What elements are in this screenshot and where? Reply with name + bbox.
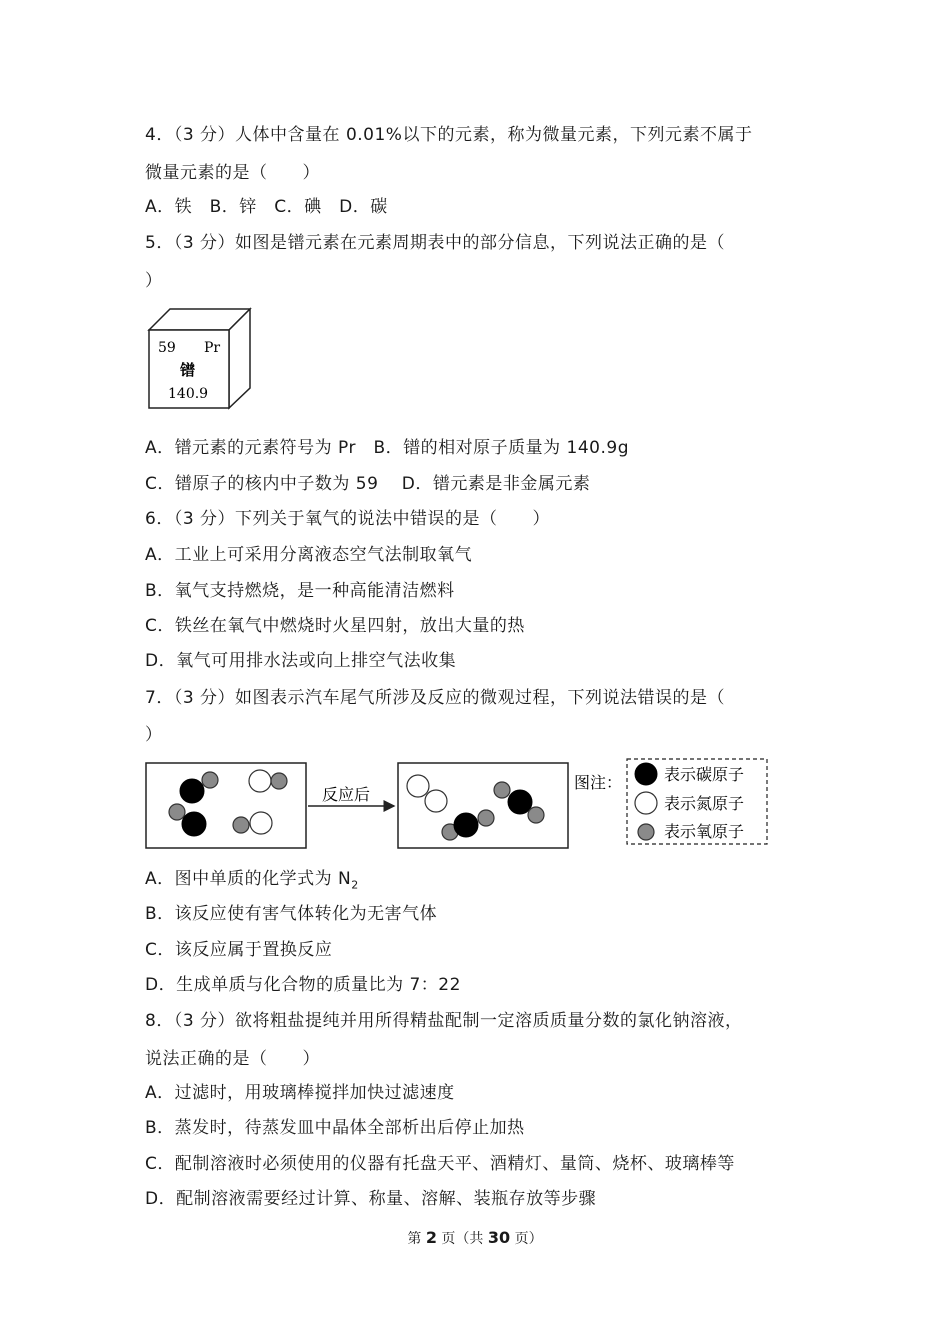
- element-symbol: Pr: [204, 340, 221, 356]
- legend-oxygen: 表示氧原子: [664, 822, 745, 841]
- q8-stem-line1: 8．（3 分）欲将粗盐提纯并用所得精盐配制一定溶质质量分数的氯化钠溶液，: [145, 1011, 743, 1031]
- oxygen-atom: [478, 810, 494, 826]
- q4-stem-line1: 4．（3 分）人体中含量在 0.01%以下的元素，称为微量元素，下列元素不属于: [145, 125, 753, 145]
- q7-option-b: B．该反应使有害气体转化为无害气体: [145, 904, 438, 924]
- element-card-figure: [146, 306, 254, 412]
- q7-option-a-text: A．图中单质的化学式为 N: [145, 869, 352, 889]
- nitrogen-atom: [425, 790, 447, 812]
- q7-stem-line1: 7．（3 分）如图表示汽车尾气所涉及反应的微观过程，下列说法错误的是（: [145, 688, 726, 708]
- oxygen-atom: [528, 807, 544, 823]
- q8-option-c: C．配制溶液时必须使用的仪器有托盘天平、酒精灯、量筒、烧杯、玻璃棒等: [145, 1154, 735, 1174]
- q5-options-ab: A．镨元素的元素符号为 Pr B．镨的相对原子质量为 140.9g: [145, 438, 629, 458]
- oxygen-atom-legend-icon: [638, 824, 654, 840]
- oxygen-atom: [494, 782, 510, 798]
- footer-suffix: 页）: [510, 1231, 543, 1247]
- legend-nitrogen: 表示氮原子: [664, 794, 745, 813]
- q7-option-a-subscript: 2: [351, 878, 359, 892]
- footer-total-pages: 30: [487, 1228, 511, 1247]
- q6-option-c: C．铁丝在氧气中燃烧时火星四射，放出大量的热: [145, 616, 525, 636]
- q7-stem-line2: ）: [145, 725, 163, 745]
- footer-page-number: 2: [425, 1228, 437, 1247]
- carbon-atom: [180, 779, 204, 803]
- element-name: 镨: [180, 361, 196, 379]
- q6-option-a: A．工业上可采用分离液态空气法制取氧气: [145, 545, 473, 565]
- page-footer: [0, 1228, 950, 1248]
- q8-option-a: A．过滤时，用玻璃棒搅拌加快过滤速度: [145, 1083, 455, 1103]
- footer-prefix: 第: [407, 1231, 426, 1247]
- carbon-atom: [508, 790, 532, 814]
- q5-options-cd: C．镨原子的核内中子数为 59 D．镨元素是非金属元素: [145, 474, 591, 494]
- q5-stem-line1: 5．（3 分）如图是镨元素在元素周期表中的部分信息，下列说法正确的是（: [145, 233, 726, 253]
- carbon-atom: [454, 813, 478, 837]
- q8-option-b: B．蒸发时，待蒸发皿中晶体全部析出后停止加热: [145, 1118, 525, 1138]
- element-atomic-number: 59: [158, 340, 176, 356]
- legend-carbon: 表示碳原子: [664, 765, 745, 784]
- nitrogen-atom: [249, 770, 271, 792]
- q6-option-d: D．氧气可用排水法或向上排空气法收集: [145, 651, 457, 671]
- footer-middle: 页（共: [436, 1231, 488, 1247]
- q5-stem-line2: ）: [145, 271, 163, 291]
- oxygen-atom: [233, 817, 249, 833]
- q8-stem-line2: 说法正确的是（ ）: [145, 1049, 320, 1069]
- element-atomic-mass: 140.9: [168, 386, 209, 402]
- nitrogen-atom: [250, 812, 272, 834]
- nitrogen-atom: [407, 775, 429, 797]
- carbon-atom-legend-icon: [635, 763, 657, 785]
- oxygen-atom: [169, 804, 185, 820]
- q7-option-d: D．生成单质与化合物的质量比为 7：22: [145, 975, 461, 995]
- legend-title: 图注：: [574, 773, 623, 792]
- q6-stem: 6．（3 分）下列关于氧气的说法中错误的是（ ）: [145, 509, 551, 529]
- oxygen-atom: [271, 773, 287, 789]
- reaction-diagram: [144, 756, 770, 852]
- arrow-label: 反应后: [322, 785, 371, 804]
- q6-option-b: B．氧气支持燃烧，是一种高能清洁燃料: [145, 581, 455, 601]
- q7-option-a: [145, 868, 359, 896]
- nitrogen-atom-legend-icon: [635, 792, 657, 814]
- oxygen-atom: [202, 772, 218, 788]
- products-box: [398, 763, 568, 848]
- q8-option-d: D．配制溶液需要经过计算、称量、溶解、装瓶存放等步骤: [145, 1189, 597, 1209]
- q4-stem-line2: 微量元素的是（ ）: [145, 163, 320, 183]
- q4-options: A．铁 B．锌 C．碘 D．碳: [145, 197, 388, 217]
- carbon-atom: [182, 812, 206, 836]
- q7-option-c: C．该反应属于置换反应: [145, 940, 333, 960]
